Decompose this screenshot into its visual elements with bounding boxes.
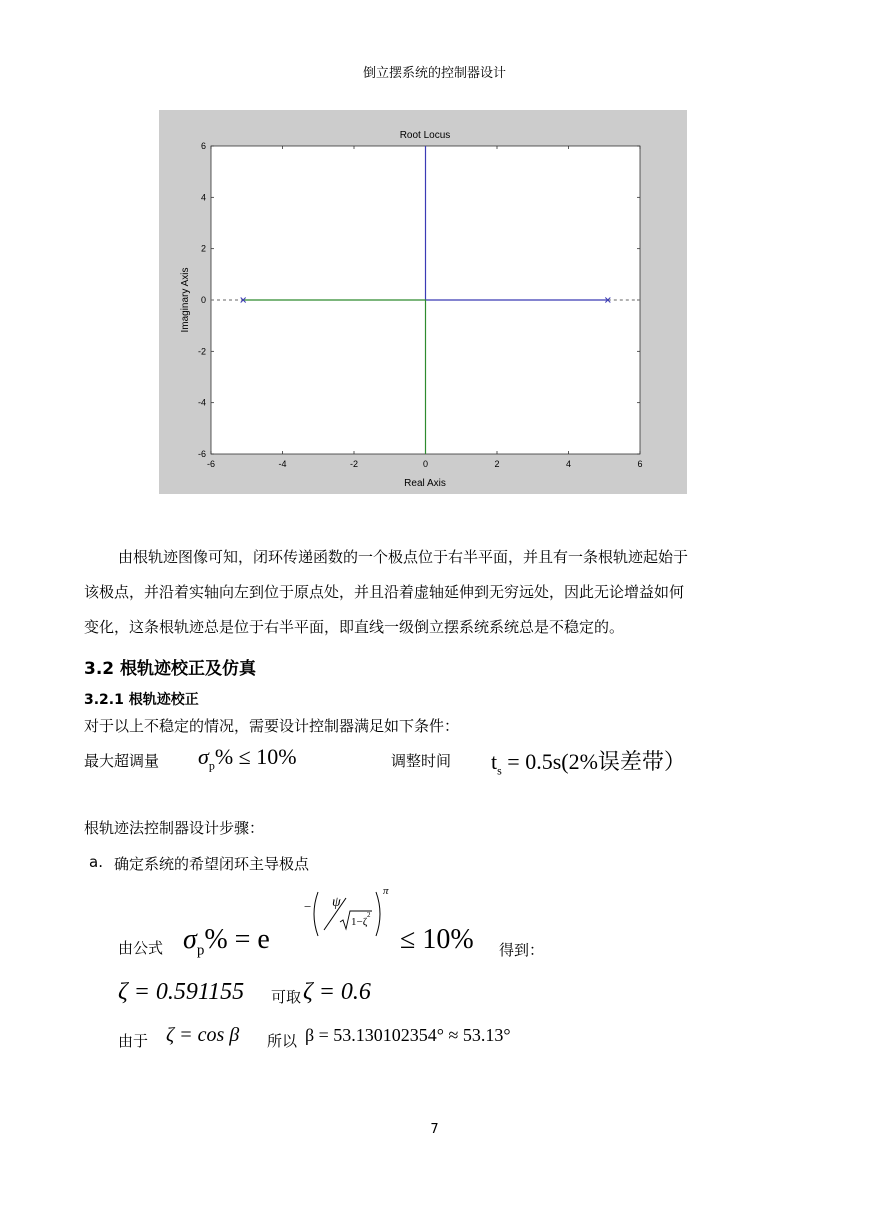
zeta-take-label: 可取: [271, 988, 302, 1006]
right-paren: [376, 892, 380, 936]
page-header: 倒立摆系统的控制器设计: [362, 66, 506, 81]
overshoot-bound: % ≤ 10%: [214, 744, 297, 769]
settling-time-value: = 0.5s(2%误差带）: [501, 749, 686, 774]
x-tick-label: 0: [422, 459, 429, 469]
y-tick-label: -6: [197, 449, 206, 459]
x-tick-label: -6: [206, 459, 216, 469]
paragraph-line-2: 该极点，并沿着实轴向左到位于原点处，并且沿着虚轴延伸到无穷远处，因此无论增益如何: [84, 583, 685, 601]
x-axis-label: Real Axis: [404, 478, 446, 489]
y-tick-label: 2: [200, 243, 206, 254]
section-heading: 3.2 根轨迹校正及仿真: [84, 659, 257, 679]
y-tick-label: 0: [200, 295, 206, 305]
beta-prefix: 由于: [118, 1032, 149, 1050]
max-overshoot-label: 最大超调量: [84, 752, 160, 770]
x-tick-label: -2: [349, 459, 359, 469]
y-tick-label: 4: [200, 192, 206, 203]
formula-equals-e: % = e: [204, 924, 270, 955]
chart-title: Root Locus: [399, 130, 451, 141]
sqrt-content: 1−ζ: [351, 916, 368, 928]
t-subscript: s: [497, 763, 502, 778]
subsection-heading: 3.2.1 根轨迹校正: [84, 692, 199, 708]
y-axis-label: Imaginary Axis: [180, 267, 191, 333]
x-tick-label: 4: [565, 459, 572, 469]
settling-time-formula: [491, 745, 686, 778]
formula-sigma: σ: [183, 924, 197, 955]
exponent-minus: −: [304, 899, 312, 914]
conditions-intro: 对于以上不稳定的情况，需要设计控制器满足如下条件：: [84, 717, 460, 735]
left-paren: [314, 892, 318, 936]
root-locus-figure: [159, 110, 687, 494]
x-tick-label: 2: [494, 459, 500, 469]
x-tick-label: 6: [637, 459, 643, 469]
y-tick-label: 6: [200, 141, 206, 151]
page-number: 7: [430, 1122, 439, 1137]
t-symbol: t: [491, 749, 498, 774]
zeta-cos-beta: ζ = cos β: [166, 1024, 240, 1046]
sqrt-exponent: 2: [367, 911, 371, 919]
beta-value: β = 53.130102354° ≈ 53.13°: [305, 1025, 511, 1045]
y-tick-label: -4: [197, 397, 206, 408]
exponent-expression: [300, 884, 390, 948]
step-a-marker: a.: [89, 853, 103, 871]
steps-title: 根轨迹法控制器设计步骤：: [84, 819, 265, 837]
formula-prefix: 由公式: [118, 939, 164, 957]
paragraph-line-1: 由根轨迹图像可知，闭环传递函数的一个极点位于右半平面，并且有一条根轨迹起始于: [118, 548, 689, 566]
formula-suffix: 得到：: [499, 941, 545, 959]
zeta-value: ζ = 0.591155: [118, 979, 245, 1005]
root-locus-chart: [159, 110, 687, 494]
formula-sigma-subscript: p: [196, 942, 205, 959]
sigma-subscript: p: [208, 758, 215, 773]
settling-time-label: 调整时间: [391, 752, 452, 770]
step-a-text: 确定系统的希望闭环主导极点: [114, 855, 310, 873]
sigma-symbol: σ: [198, 744, 209, 769]
y-tick-label: -2: [197, 346, 206, 357]
zeta-take-value: ζ = 0.6: [303, 979, 371, 1005]
beta-mid-label: 所以: [267, 1032, 298, 1050]
exponent-pi: π: [383, 885, 389, 897]
paragraph-line-3: 变化，这条根轨迹总是位于右半平面，即直线一级倒立摆系统系统总是不稳定的。: [84, 618, 625, 636]
x-tick-label: -4: [278, 459, 287, 469]
max-overshoot-formula: [198, 744, 297, 773]
overshoot-formula-rhs: ≤ 10%: [400, 924, 474, 955]
exponent-psi: ψ: [332, 895, 341, 910]
overshoot-formula-lhs: [183, 924, 270, 960]
